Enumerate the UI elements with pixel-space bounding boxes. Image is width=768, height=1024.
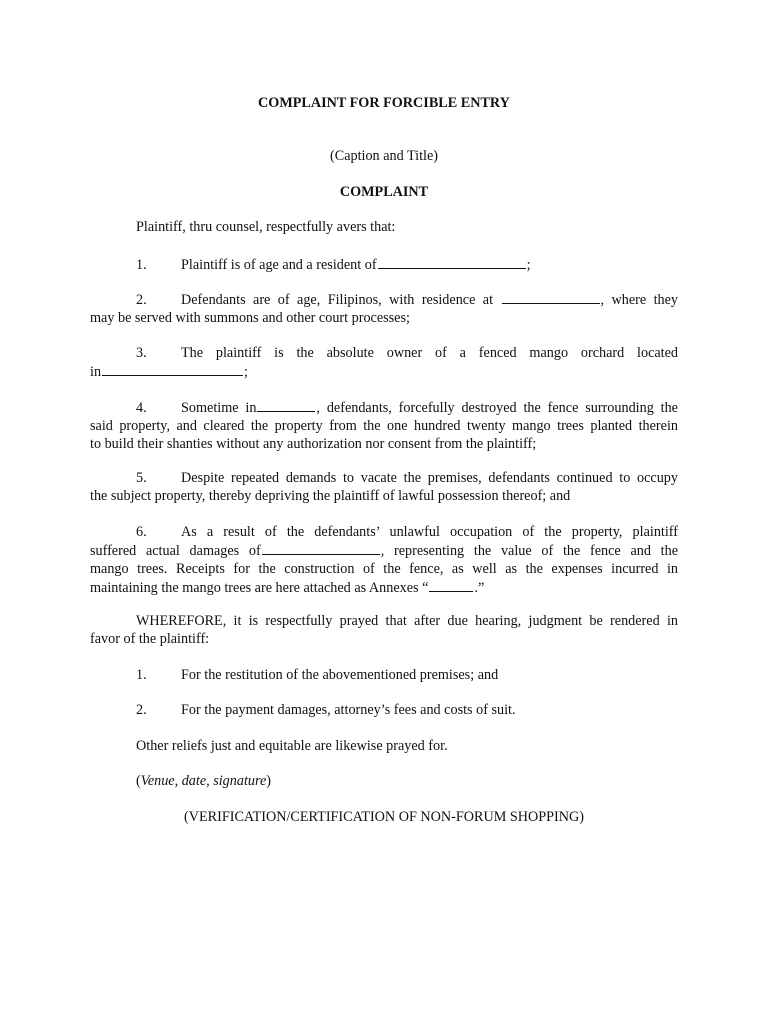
document-title: COMPLAINT FOR FORCIBLE ENTRY (258, 95, 510, 111)
fill-blank (257, 398, 315, 412)
paragraph-2: 2. Defendants are of age, Filipinos, with residence at , where they may be served with summons and other court processes; (90, 292, 679, 326)
complaint-heading: COMPLAINT (339, 184, 429, 200)
fill-blank (502, 290, 600, 304)
venue-date-signature: (Venue, date, signature) (136, 773, 272, 789)
fill-blank (429, 578, 473, 592)
wherefore-paragraph: WHEREFORE, it is respectfully prayed that after due hearing, judgment be rendered in favor of the plaintiff: (90, 613, 678, 647)
prayer-item-2: 2. For the payment damages, attorney’s fees and costs of suit. (136, 702, 516, 718)
paragraph-5: 5. Despite repeated demands to vacate the premises, defendants continued to occupy the subject property, thereby depriving the plaintiff of lawful possession thereof; and (90, 470, 678, 504)
paragraph-text: Plaintiff is of age and a resident of (181, 257, 377, 273)
verification-note: (VERIFICATION/CERTIFICATION OF NON-FORUM SHOPPING) (184, 809, 584, 825)
fill-blank (262, 541, 380, 555)
intro-paragraph: Plaintiff, thru counsel, respectfully avers that: (136, 219, 396, 235)
fill-blank (102, 362, 243, 376)
fill-blank (378, 255, 526, 269)
paragraph-3: 3. The plaintiff is the absolute owner of a fenced mango orchard located in ; (90, 345, 678, 380)
prayer-item-1: 1. For the restitution of the abovementioned premises; and (136, 667, 499, 683)
other-reliefs: Other reliefs just and equitable are likewise prayed for. (136, 738, 448, 754)
caption-note: (Caption and Title) (330, 148, 438, 164)
paragraph-6: 6. As a result of the defendants’ unlawful occupation of the property, plaintiff suffered actual damages of , representing the value of the fence and the mango trees. Receipts for the construction of the fence, as well as the expenses incurred in maintaining the mango trees are here attached as Annexes “ .” (90, 524, 679, 596)
paragraph-4: 4. Sometime in , defendants, forcefully destroyed the fence surrounding the said property, and cleared the property from the one hundred twenty mango trees planted therein to build their shanties without any authorization nor consent from the plaintiff; (90, 400, 678, 452)
paragraph-number: 1. (136, 257, 147, 273)
paragraph-1: 1. Plaintiff is of age and a resident of ; (136, 257, 531, 273)
